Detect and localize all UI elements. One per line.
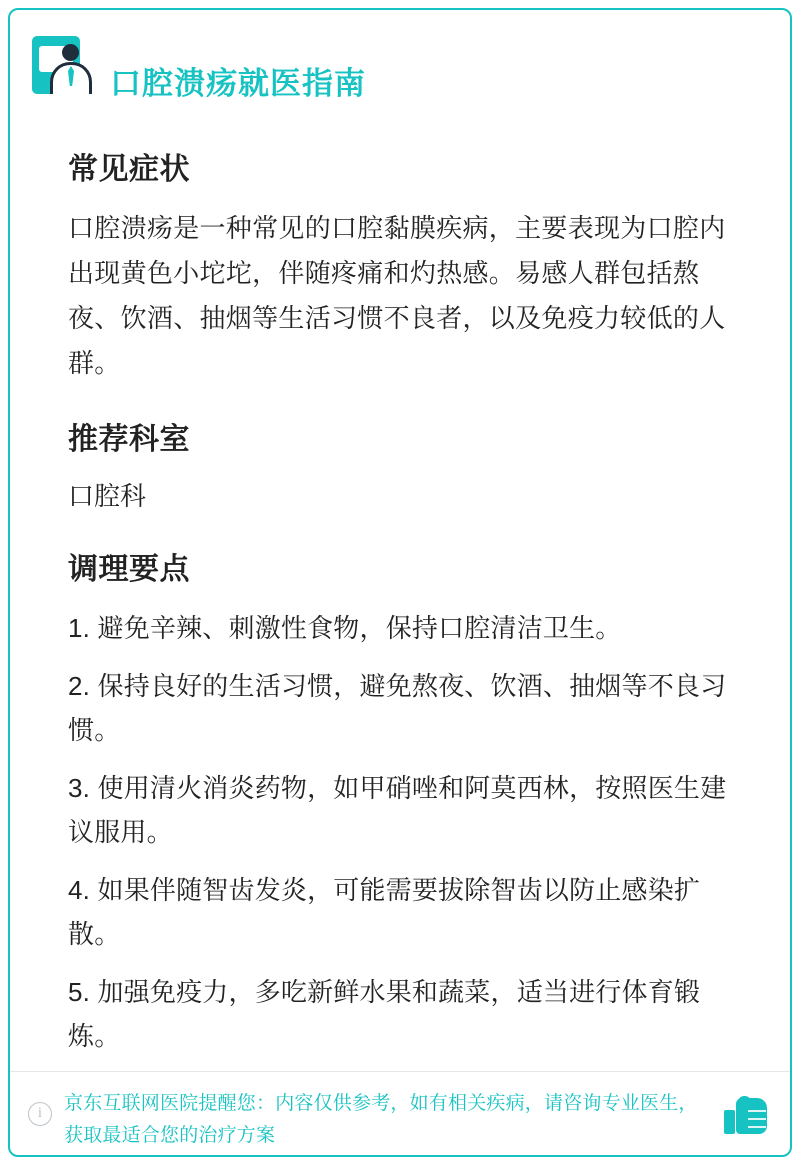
info-icon: i bbox=[28, 1102, 52, 1126]
care-tips-list bbox=[68, 606, 732, 1058]
disclaimer-text: 京东互联网医院提醒您：内容仅供参考，如有相关疾病，请咨询专业医生，获取最适合您的治疗方案 bbox=[64, 1093, 698, 1146]
thumb-pad-shape bbox=[724, 1110, 735, 1134]
list-item: 4. 如果伴随智齿发炎，可能需要拔除智齿以防止感染扩散。 bbox=[68, 875, 701, 949]
list-item: 5. 加强免疫力，多吃新鲜水果和蔬菜，适当进行体育锻炼。 bbox=[68, 977, 701, 1051]
thumb-line-1 bbox=[748, 1110, 766, 1112]
guide-content bbox=[10, 122, 790, 1072]
footer-bar bbox=[10, 1071, 790, 1155]
section-heading-care: 调理要点 bbox=[68, 553, 190, 586]
list-item: 2. 保持良好的生活习惯，避免熬夜、饮酒、抽烟等不良习惯。 bbox=[68, 671, 727, 745]
list-item: 3. 使用清火消炎药物，如甲硝唑和阿莫西林，按照医生建议服用。 bbox=[68, 773, 727, 847]
thumb-line-3 bbox=[748, 1126, 766, 1128]
page-title: 口腔溃疡就医指南 bbox=[110, 66, 366, 101]
section-text-symptoms: 口腔溃疡是一种常见的口腔黏膜疾病，主要表现为口腔内出现黄色小坨坨，伴随疼痛和灼热感。易感人群包括熬夜、饮酒、抽烟等生活习惯不良者，以及免疫力较低的人群。 bbox=[68, 213, 726, 378]
section-heading-department: 推荐科室 bbox=[68, 423, 190, 456]
guide-card bbox=[8, 8, 792, 1157]
list-item: 1. 避免辛辣、刺激性食物，保持口腔清洁卫生。 bbox=[68, 613, 622, 643]
section-text-department: 口腔科 bbox=[68, 481, 147, 511]
doctor-document-icon bbox=[32, 36, 92, 96]
thumbs-up-icon[interactable] bbox=[724, 1096, 768, 1136]
doctor-head-shape bbox=[62, 44, 79, 61]
thumb-hand-shape bbox=[736, 1098, 767, 1134]
section-heading-symptoms: 常见症状 bbox=[68, 153, 190, 186]
thumb-line-2 bbox=[748, 1118, 766, 1120]
